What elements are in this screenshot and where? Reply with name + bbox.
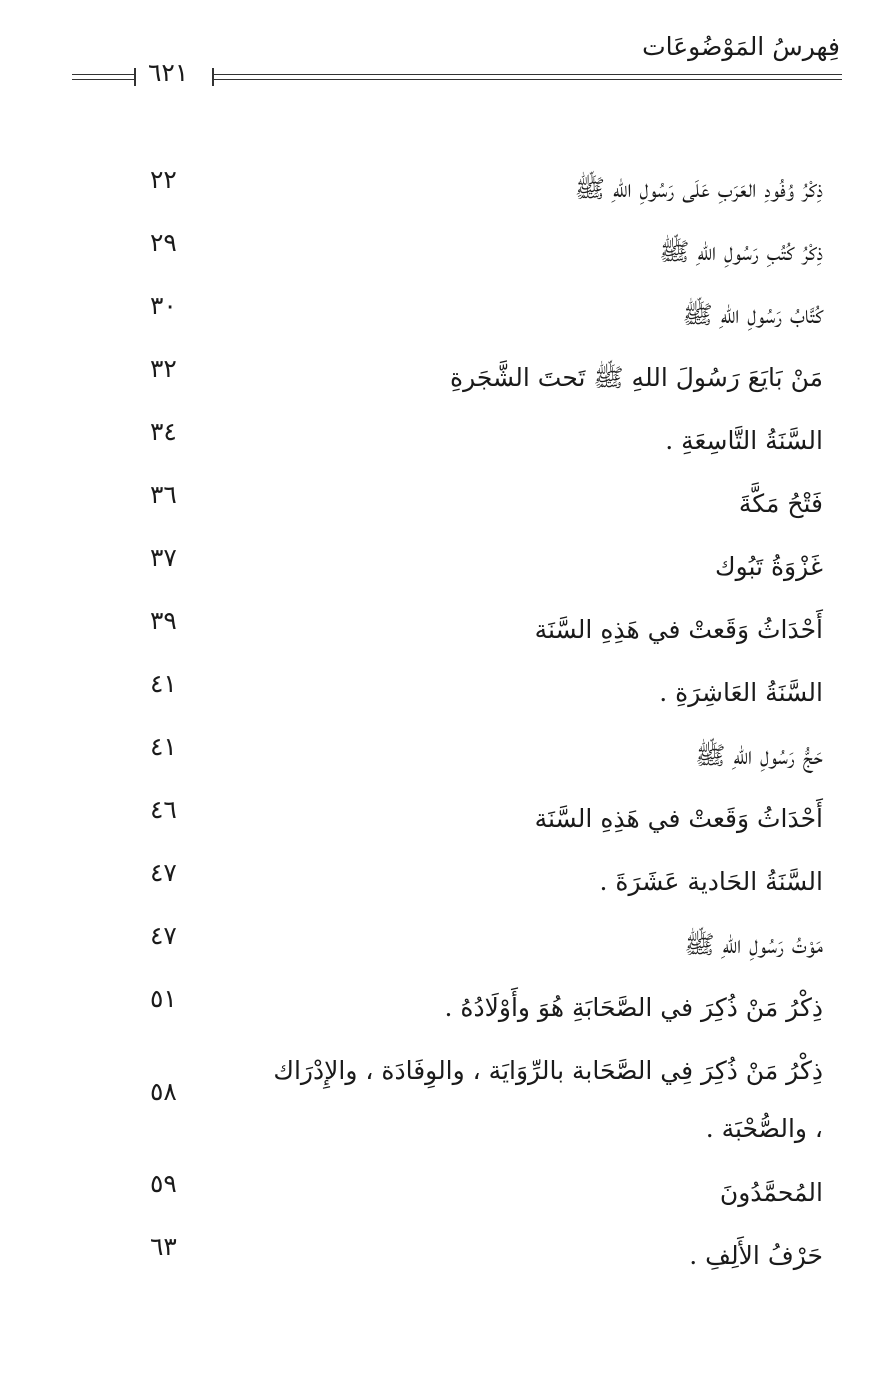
toc-entry-title: أَحْدَاثُ وَقَعتْ في هَذِهِ السَّنَة [534, 615, 823, 644]
page-header [0, 0, 885, 110]
toc-entry-title: حَجُّ رَسُولِ اللهِ ﷺ [695, 741, 823, 770]
toc-row [0, 906, 885, 969]
toc-row [0, 591, 885, 654]
toc-row [0, 465, 885, 528]
toc-entry-page: ٤١ [150, 732, 177, 761]
toc-entry-title: حَرْفُ الأَلِفِ . [689, 1241, 823, 1270]
toc-entry-page: ٢٩ [150, 228, 177, 257]
running-title: فِهرسُ المَوْضُوعَات [642, 32, 840, 61]
toc-row [0, 780, 885, 843]
toc-entry-page: ٢٢ [150, 165, 177, 194]
page-number: ٦٢١ [148, 58, 189, 87]
toc-entry-title: فَتْحُ مَكَّةَ [738, 489, 823, 518]
table-of-contents [0, 150, 885, 1280]
toc-entry-title: ذِكْرُ كُتُبِ رَسُولِ اللهِ ﷺ [659, 237, 823, 266]
toc-entry-title: غَزْوَةُ تَبُوك [714, 552, 823, 581]
toc-entry-page: ٣٦ [150, 480, 177, 509]
toc-entry-page: ٤٦ [150, 795, 177, 824]
toc-entry-title: كُتَّابُ رَسُولِ اللهِ ﷺ [682, 300, 823, 329]
toc-entry-page: ٦٣ [150, 1232, 177, 1261]
toc-row [0, 528, 885, 591]
toc-entry-page: ٤٧ [150, 858, 177, 887]
toc-entry-title: السَّنَةُ العَاشِرَةِ . [659, 678, 823, 707]
toc-row [0, 150, 885, 213]
toc-row [0, 717, 885, 780]
toc-row [0, 843, 885, 906]
toc-entry-title: مَنْ بَايَعَ رَسُولَ اللهِ ﷺ تَحتَ الشَّجَرةِ [449, 363, 823, 392]
toc-entry-title: أَحْدَاثُ وَقَعتْ في هَذِهِ السَّنَة [534, 804, 823, 833]
toc-entry-title: ذِكْرُ مَنْ ذُكِرَ فِي الصَّحَابة بالرِّوَايَة ، والوِفَادَة ، والإِدْرَاك ، والصُّحْبَة . [273, 1056, 823, 1143]
toc-row [0, 1154, 885, 1217]
toc-entry-page: ٤٧ [150, 921, 177, 950]
toc-entry-page: ٣٤ [150, 417, 177, 446]
toc-entry-page: ٣٧ [150, 543, 177, 572]
header-rule-left [72, 74, 134, 80]
toc-row [0, 654, 885, 717]
toc-entry-page: ٣٢ [150, 354, 177, 383]
toc-row [0, 969, 885, 1032]
toc-entry-title: ذِكْرُ وُفُودِ العَرَبِ عَلَى رَسُولِ اللهِ ﷺ [574, 174, 823, 203]
toc-entry-title: ذِكْرُ مَنْ ذُكِرَ في الصَّحَابَةِ هُوَ وأَوْلَادُهُ . [444, 993, 823, 1022]
toc-entry-title: السَّنَةُ الحَادية عَشَرَةَ . [599, 867, 823, 896]
toc-row [0, 1217, 885, 1280]
toc-entry-page: ٣٩ [150, 606, 177, 635]
toc-entry-page: ٥١ [150, 984, 177, 1013]
toc-entry-page: ٤١ [150, 669, 177, 698]
header-rule-tick [134, 68, 136, 86]
toc-entry-title: المُحمَّدُونَ [719, 1178, 823, 1207]
toc-entry-page: ٣٠ [150, 291, 177, 320]
toc-entry-page: ٥٩ [150, 1169, 177, 1198]
toc-entry-page: ٥٨ [150, 1077, 177, 1106]
toc-row [0, 339, 885, 402]
toc-row [0, 1032, 885, 1154]
toc-row [0, 276, 885, 339]
toc-row [0, 213, 885, 276]
header-rule-right [212, 74, 842, 80]
toc-row [0, 402, 885, 465]
toc-entry-title: السَّنَةُ التَّاسِعَةِ . [665, 426, 823, 455]
toc-entry-title: مَوْتُ رَسُولِ اللهِ ﷺ [684, 930, 823, 959]
